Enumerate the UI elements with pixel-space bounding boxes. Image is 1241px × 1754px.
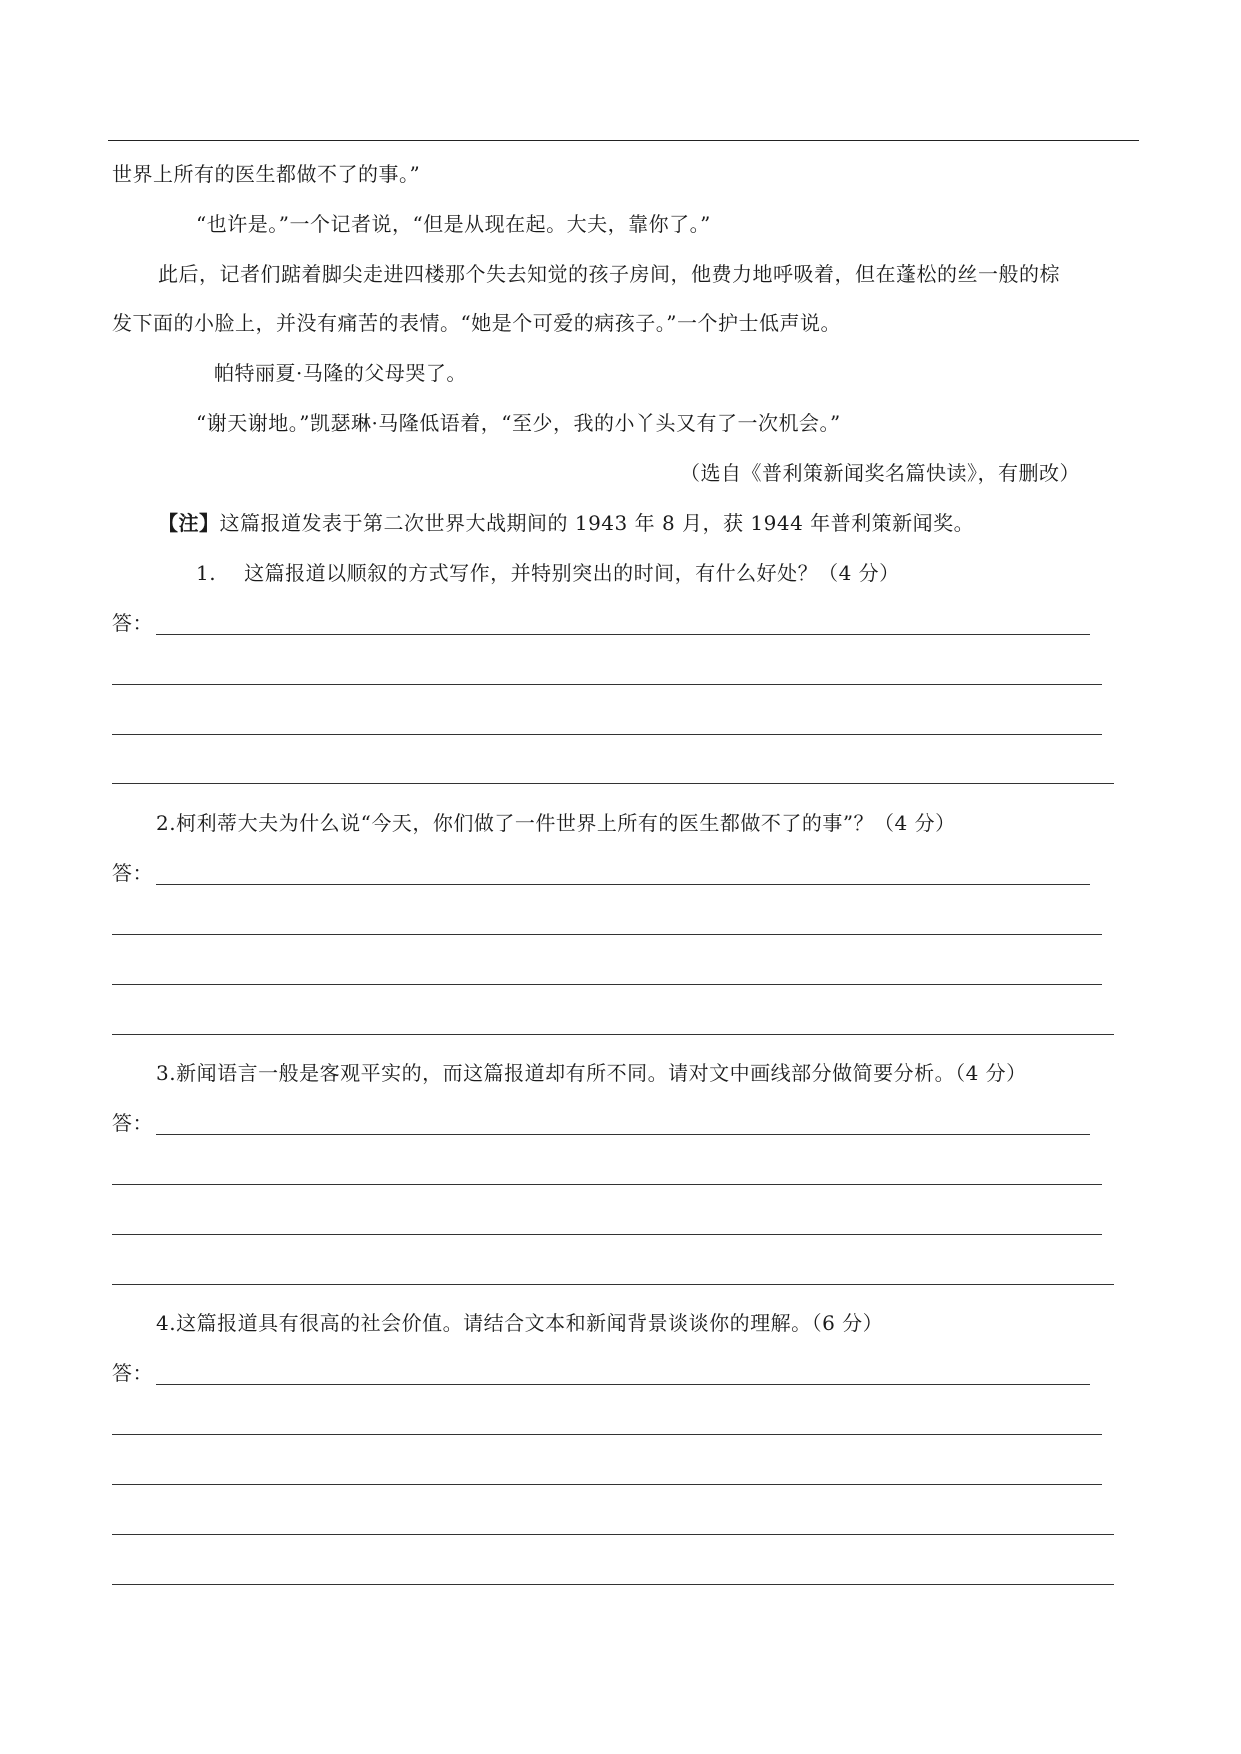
question-3-text: 新闻语言一般是客观平实的，而这篇报道却有所不同。请对文中画线部分做简要分析。（4 分） bbox=[176, 1061, 1027, 1085]
question-2 bbox=[156, 809, 956, 837]
answer-4-line-5[interactable] bbox=[112, 1584, 1114, 1585]
passage-line-4: 发下面的小脸上，并没有痛苦的表情。“她是个可爱的病孩子。”一个护士低声说。 bbox=[112, 311, 841, 335]
note-text: 这篇报道发表于第二次世界大战期间的 1943 年 8 月，获 1944 年普利策新闻奖。 bbox=[219, 511, 975, 535]
answer-2-line-2[interactable] bbox=[112, 934, 1102, 935]
question-1 bbox=[196, 559, 900, 587]
answer-3-line-2[interactable] bbox=[112, 1184, 1102, 1185]
answer-4-line-2[interactable] bbox=[112, 1434, 1102, 1435]
question-4-number: 4. bbox=[156, 1311, 177, 1335]
answer-1-label: 答： bbox=[112, 611, 153, 635]
question-1-number: 1. bbox=[196, 561, 217, 585]
passage-line-3: 此后，记者们踮着脚尖走进四楼那个失去知觉的孩子房间，他费力地呼吸着，但在蓬松的丝一般的棕 bbox=[158, 262, 1060, 286]
question-4 bbox=[156, 1309, 883, 1337]
answer-2-line-1[interactable] bbox=[156, 884, 1090, 885]
answer-3-line-1[interactable] bbox=[156, 1134, 1090, 1135]
question-2-text: 柯利蒂大夫为什么说“今天，你们做了一件世界上所有的医生都做不了的事”？（4 分） bbox=[176, 811, 956, 835]
passage-line-5: 帕特丽夏·马隆的父母哭了。 bbox=[214, 361, 467, 385]
answer-3-label: 答： bbox=[112, 1111, 153, 1135]
question-1-text: 这篇报道以顺叙的方式写作，并特别突出的时间，有什么好处？（4 分） bbox=[244, 561, 900, 585]
answer-1-line-1[interactable] bbox=[156, 634, 1090, 635]
passage-source: （选自《普利策新闻奖名篇快读》，有删改） bbox=[680, 461, 1080, 485]
answer-4-line-3[interactable] bbox=[112, 1484, 1102, 1485]
note bbox=[158, 509, 974, 537]
answer-4-label: 答： bbox=[112, 1361, 153, 1385]
answer-3-line-4[interactable] bbox=[112, 1284, 1114, 1285]
answer-4-line-1[interactable] bbox=[156, 1384, 1090, 1385]
question-3-number: 3. bbox=[156, 1061, 177, 1085]
answer-2-line-3[interactable] bbox=[112, 984, 1102, 985]
passage-line-6: “谢天谢地。”凯瑟琳·马隆低语着，“至少，我的小丫头又有了一次机会。” bbox=[196, 411, 841, 435]
answer-3-line-3[interactable] bbox=[112, 1234, 1102, 1235]
answer-2-line-4[interactable] bbox=[112, 1034, 1114, 1035]
answer-1-line-3[interactable] bbox=[112, 734, 1102, 735]
answer-1-line-4[interactable] bbox=[112, 783, 1114, 784]
question-3 bbox=[156, 1059, 1027, 1087]
header-rule bbox=[108, 140, 1139, 141]
passage-line-2: “也许是。”一个记者说，“但是从现在起。大夫，靠你了。” bbox=[196, 212, 711, 236]
answer-2-label: 答： bbox=[112, 861, 153, 885]
note-bracket: 【注】 bbox=[158, 511, 220, 535]
question-2-number: 2. bbox=[156, 811, 177, 835]
answer-4-line-4[interactable] bbox=[112, 1534, 1114, 1535]
question-4-text: 这篇报道具有很高的社会价值。请结合文本和新闻背景谈谈你的理解。（6 分） bbox=[176, 1311, 884, 1335]
answer-1-line-2[interactable] bbox=[112, 684, 1102, 685]
passage-line-1: 世界上所有的医生都做不了的事。” bbox=[112, 162, 421, 186]
